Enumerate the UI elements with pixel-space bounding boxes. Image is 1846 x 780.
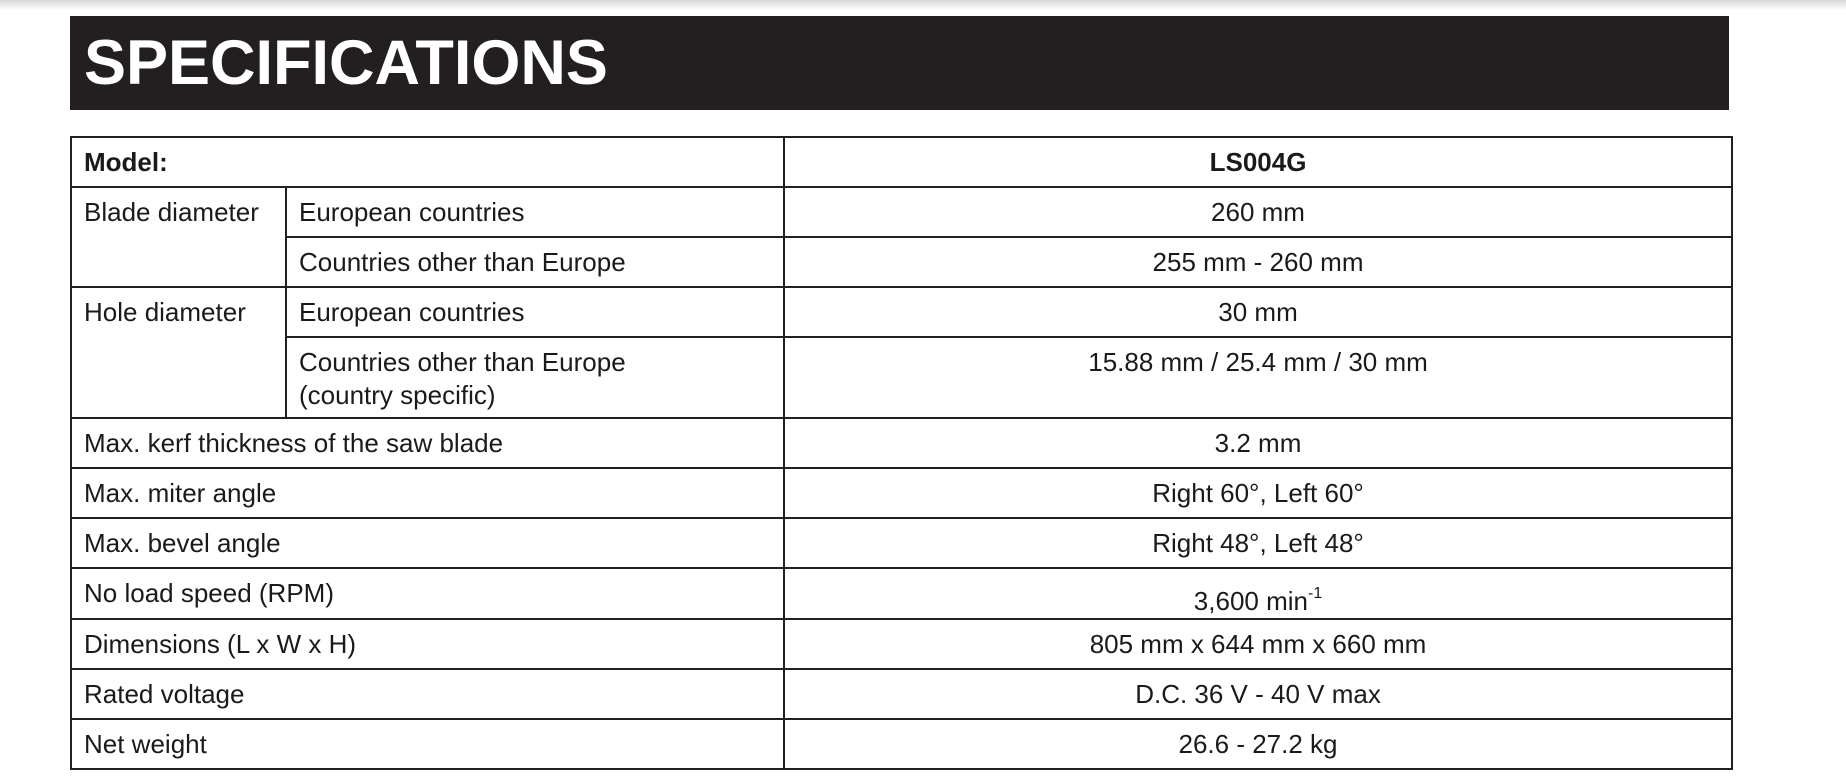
model-value: LS004G	[784, 137, 1732, 187]
kerf-label: Max. kerf thickness of the saw blade	[71, 418, 784, 468]
table-row-hole-europe	[71, 287, 1732, 337]
miter-label: Max. miter angle	[71, 468, 784, 518]
hole-europe-value: 30 mm	[784, 287, 1732, 337]
miter-value: Right 60°, Left 60°	[784, 468, 1732, 518]
table-row-bevel	[71, 518, 1732, 568]
hole-other-label-line2: (country specific)	[299, 380, 496, 410]
speed-value-cell	[784, 568, 1732, 619]
bevel-value: Right 48°, Left 48°	[784, 518, 1732, 568]
model-label: Model:	[71, 137, 784, 187]
table-row-blade-other	[71, 237, 1732, 287]
bevel-label: Max. bevel angle	[71, 518, 784, 568]
speed-value-superscript: -1	[1307, 585, 1323, 602]
specifications-banner	[70, 16, 1729, 110]
hole-other-label	[286, 337, 784, 418]
hole-europe-label: European countries	[286, 287, 784, 337]
table-row-weight	[71, 719, 1732, 769]
table-row-model	[71, 137, 1732, 187]
table-row-dimensions	[71, 619, 1732, 669]
blade-other-label: Countries other than Europe	[286, 237, 784, 287]
hole-other-value: 15.88 mm / 25.4 mm / 30 mm	[784, 337, 1732, 418]
blade-europe-label: European countries	[286, 187, 784, 237]
table-row-speed	[71, 568, 1732, 619]
weight-label: Net weight	[71, 719, 784, 769]
speed-label: No load speed (RPM)	[71, 568, 784, 619]
hole-diameter-label: Hole diameter	[71, 287, 286, 418]
voltage-value: D.C. 36 V - 40 V max	[784, 669, 1732, 719]
dimensions-value: 805 mm x 644 mm x 660 mm	[784, 619, 1732, 669]
weight-value: 26.6 - 27.2 kg	[784, 719, 1732, 769]
table-row-miter	[71, 468, 1732, 518]
kerf-value: 3.2 mm	[784, 418, 1732, 468]
hole-other-label-line1: Countries other than Europe	[299, 347, 626, 377]
dimensions-label: Dimensions (L x W x H)	[71, 619, 784, 669]
blade-diameter-label: Blade diameter	[71, 187, 286, 287]
table-row-kerf	[71, 418, 1732, 468]
table-row-voltage	[71, 669, 1732, 719]
table-row-hole-other	[71, 337, 1732, 418]
top-edge-shadow	[0, 0, 1846, 10]
specifications-table	[70, 136, 1733, 770]
page-title: SPECIFICATIONS	[84, 28, 608, 98]
table-row-blade-europe	[71, 187, 1732, 237]
speed-value: 3,600 min	[1193, 586, 1308, 616]
blade-other-value: 255 mm - 260 mm	[784, 237, 1732, 287]
blade-europe-value: 260 mm	[784, 187, 1732, 237]
voltage-label: Rated voltage	[71, 669, 784, 719]
